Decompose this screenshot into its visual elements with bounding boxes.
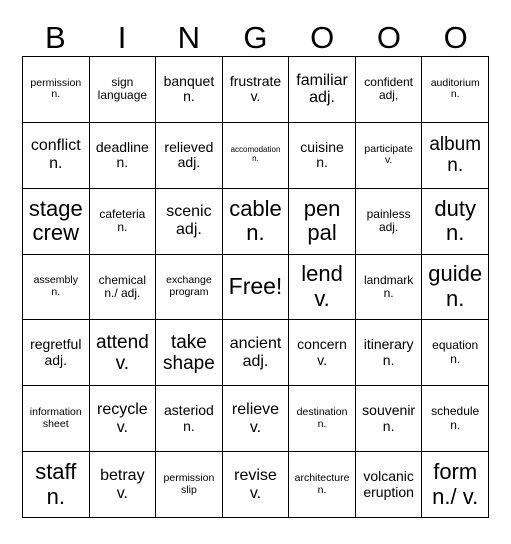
header-letter: B xyxy=(45,19,66,55)
bingo-cell[interactable] xyxy=(223,386,290,452)
bingo-cell-text: recycle v. xyxy=(97,400,148,436)
bingo-cell-text: itinerary n. xyxy=(363,336,414,368)
bingo-cell[interactable] xyxy=(356,386,423,452)
bingo-cell[interactable] xyxy=(223,57,290,123)
bingo-cell-text: relieve v. xyxy=(231,400,280,436)
bingo-cell-text: guide n. xyxy=(428,261,483,311)
bingo-cell[interactable] xyxy=(90,123,157,189)
bingo-cell[interactable] xyxy=(156,255,223,321)
bingo-cell-text: scenic adj. xyxy=(166,203,212,239)
bingo-cell[interactable] xyxy=(289,386,356,452)
bingo-cell[interactable] xyxy=(156,57,223,123)
bingo-cell-text: staff n. xyxy=(35,458,77,509)
bingo-cell-text: asteriod n. xyxy=(164,402,214,434)
bingo-cell-text: take shape xyxy=(163,331,215,374)
bingo-cell[interactable] xyxy=(23,452,90,518)
bingo-cell-text: permission slip xyxy=(163,471,215,496)
free-space-cell[interactable] xyxy=(223,255,290,321)
bingo-cell-text: cuisine n. xyxy=(300,138,344,171)
bingo-cell[interactable] xyxy=(223,189,290,255)
bingo-cell-text: painless adj. xyxy=(366,206,411,235)
bingo-cell[interactable] xyxy=(90,189,157,255)
bingo-cell[interactable] xyxy=(422,452,489,518)
bingo-cell[interactable] xyxy=(23,320,90,386)
bingo-cell-text: regretful adj. xyxy=(30,336,82,368)
bingo-cell[interactable] xyxy=(422,57,489,123)
bingo-cell-text: deadline n. xyxy=(95,138,149,171)
bingo-cell-text: accomodation n. xyxy=(230,145,281,164)
header-letter: O xyxy=(376,19,401,55)
bingo-cell-text: exchange program xyxy=(166,274,212,298)
bingo-cell-text: revise v. xyxy=(234,466,277,502)
bingo-cell-text: permission n. xyxy=(30,76,82,101)
bingo-cell[interactable] xyxy=(356,123,423,189)
bingo-cell-text: architecture n. xyxy=(294,471,350,496)
bingo-cell-text: souvenir n. xyxy=(362,402,416,434)
bingo-cell-text: frustrate v. xyxy=(229,72,282,105)
bingo-cell-text: confident adj, xyxy=(364,74,413,103)
bingo-cell-text: pen pal xyxy=(303,195,341,246)
bingo-cell-text: auditorium n. xyxy=(430,76,480,101)
bingo-cell[interactable] xyxy=(356,452,423,518)
bingo-cell-text: chemical n./ adj. xyxy=(98,272,147,300)
bingo-cell-text: destination n. xyxy=(296,405,348,430)
bingo-cell[interactable] xyxy=(23,189,90,255)
bingo-cell[interactable] xyxy=(156,386,223,452)
bingo-cell[interactable] xyxy=(90,320,157,386)
bingo-cell-text: familiar adj. xyxy=(296,71,348,107)
bingo-cell[interactable] xyxy=(289,255,356,321)
bingo-cell[interactable] xyxy=(156,189,223,255)
bingo-cell-text: schedule n. xyxy=(431,404,480,432)
bingo-cell-text: attend v. xyxy=(95,331,149,374)
bingo-cell[interactable] xyxy=(356,255,423,321)
bingo-cell[interactable] xyxy=(156,123,223,189)
bingo-cell-text: sign language xyxy=(97,74,148,103)
bingo-cell[interactable] xyxy=(289,57,356,123)
bingo-cell[interactable] xyxy=(23,386,90,452)
bingo-cell-text: landmark n. xyxy=(363,272,414,300)
bingo-cell-text: volcanic eruption xyxy=(363,467,414,500)
bingo-cell[interactable] xyxy=(422,123,489,189)
bingo-cell-text: duty n. xyxy=(434,195,476,246)
bingo-cell-text: equation n. xyxy=(432,338,479,366)
bingo-cell-text: lend v. xyxy=(301,261,343,311)
bingo-cell[interactable] xyxy=(422,386,489,452)
bingo-cell-text: relieved adj. xyxy=(164,138,214,171)
bingo-cell-text: banquet n. xyxy=(163,72,215,105)
bingo-cell[interactable] xyxy=(356,189,423,255)
bingo-cell-text: stage crew xyxy=(28,195,83,246)
bingo-cell[interactable] xyxy=(90,255,157,321)
bingo-cell[interactable] xyxy=(223,123,290,189)
bingo-cell-text: participate v. xyxy=(364,142,413,167)
bingo-board xyxy=(22,56,489,518)
bingo-cell[interactable] xyxy=(23,123,90,189)
bingo-cell-text: assembly n. xyxy=(33,274,78,298)
bingo-cell[interactable] xyxy=(156,320,223,386)
header-letter: O xyxy=(310,19,335,55)
bingo-cell[interactable] xyxy=(289,123,356,189)
bingo-cell[interactable] xyxy=(356,57,423,123)
bingo-cell-text: Free! xyxy=(228,273,283,300)
bingo-cell-text: form n./ v. xyxy=(432,458,479,509)
header-letter: I xyxy=(117,19,127,55)
bingo-cell-text: concern v. xyxy=(297,336,347,368)
bingo-cell-text: conflict n. xyxy=(30,137,81,173)
header-letter: G xyxy=(243,19,268,55)
bingo-cell[interactable] xyxy=(23,255,90,321)
header-letter: N xyxy=(177,19,200,55)
bingo-cell-text: album n. xyxy=(429,134,482,177)
bingo-cell[interactable] xyxy=(90,386,157,452)
bingo-cell-text: information sheet xyxy=(29,405,82,430)
bingo-cell[interactable] xyxy=(289,452,356,518)
bingo-cell[interactable] xyxy=(422,320,489,386)
bingo-cell[interactable] xyxy=(422,189,489,255)
bingo-cell[interactable] xyxy=(422,255,489,321)
bingo-cell-text: cable n. xyxy=(229,195,282,246)
bingo-cell[interactable] xyxy=(23,57,90,123)
bingo-cell-text: cafeteria n. xyxy=(99,206,146,235)
bingo-cell[interactable] xyxy=(223,320,290,386)
bingo-header xyxy=(22,18,489,56)
bingo-cell[interactable] xyxy=(289,320,356,386)
bingo-cell[interactable] xyxy=(223,452,290,518)
bingo-cell-text: ancient adj. xyxy=(229,334,282,370)
bingo-cell[interactable] xyxy=(289,189,356,255)
bingo-cell[interactable] xyxy=(156,452,223,518)
bingo-cell[interactable] xyxy=(90,452,157,518)
header-letter: O xyxy=(443,19,468,55)
bingo-cell[interactable] xyxy=(90,57,157,123)
bingo-cell[interactable] xyxy=(356,320,423,386)
bingo-cell-text: betray v. xyxy=(100,466,145,502)
